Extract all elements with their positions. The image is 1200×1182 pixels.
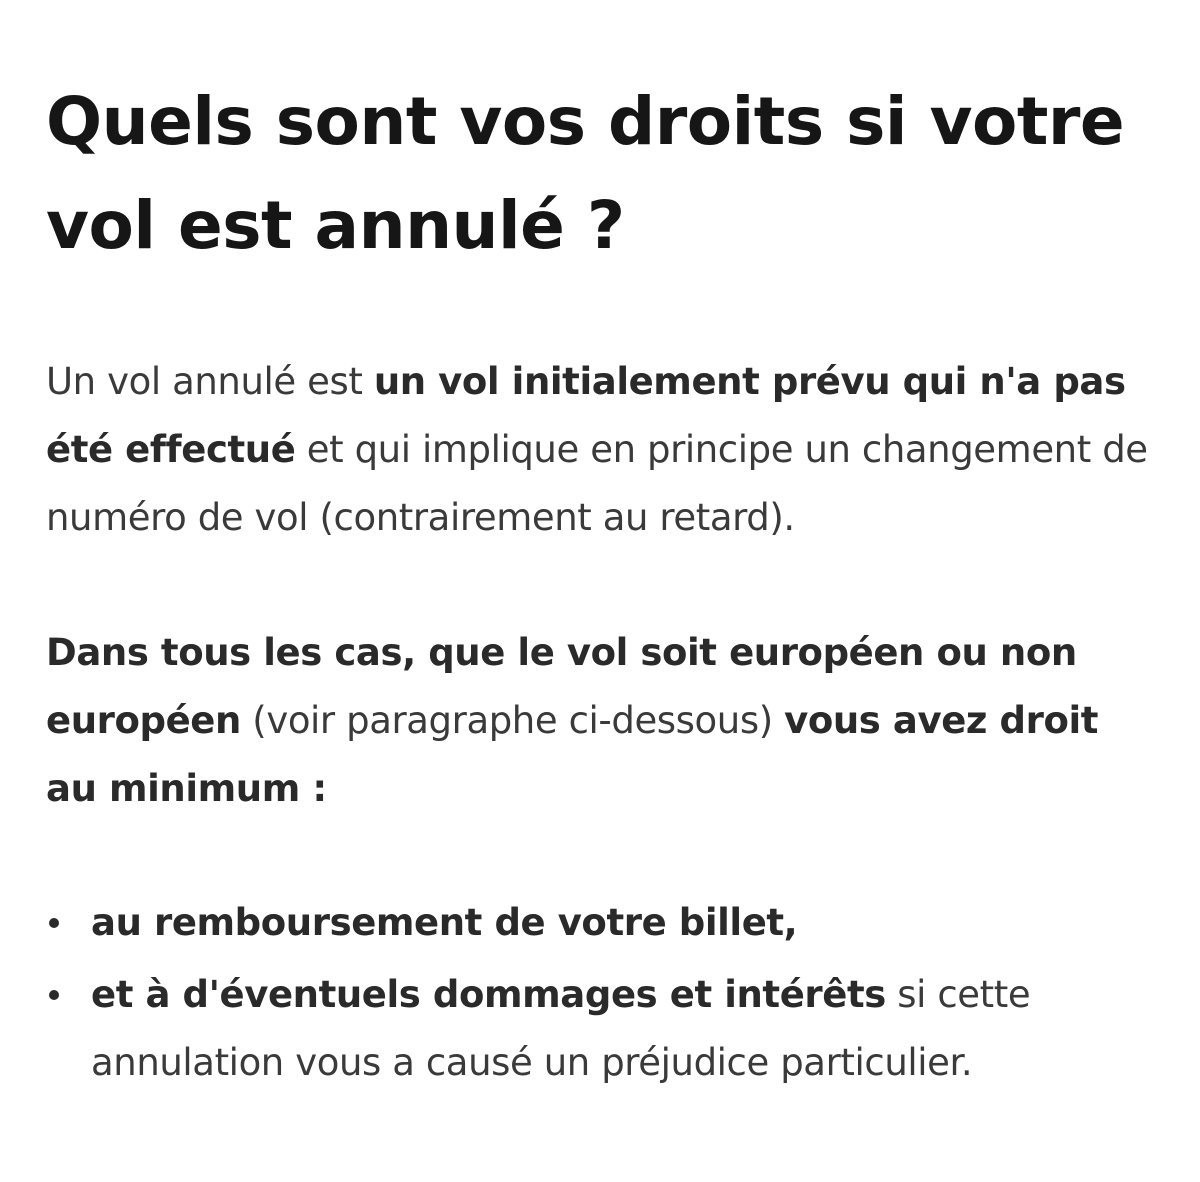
rights-middle: (voir paragraphe ci-dessous) (240, 699, 785, 742)
rights-list (46, 889, 1160, 1097)
definition-bold: un vol initialement prévu qui n'a pas été effectué (46, 360, 1126, 471)
definition-paragraph (46, 348, 1160, 552)
list-item-bold: et à d'éventuels dommages et intérêts (91, 973, 886, 1016)
definition-intro: Un vol annulé est (46, 360, 374, 403)
list-item (46, 889, 1160, 957)
list-item-bold: au remboursement de votre billet, (91, 901, 798, 944)
definition-rest: et qui implique en principe un changement de numéro de vol (contrairement au retard). (46, 428, 1148, 539)
bullet-dot-icon (49, 990, 59, 1000)
page-title: Quels sont vos droits si votre vol est annulé ? (46, 83, 1125, 264)
rights-bold-tail: vous avez droit au minimum : (46, 699, 1099, 810)
bullet-dot-icon (49, 918, 59, 928)
list-item (46, 961, 1160, 1097)
rights-bold-lead: Dans tous les cas, que le vol soit européen ou non européen (46, 631, 1077, 742)
list-item-rest: si cette annulation vous a causé un préjudice particulier. (91, 973, 1031, 1084)
rights-paragraph (46, 619, 1160, 823)
